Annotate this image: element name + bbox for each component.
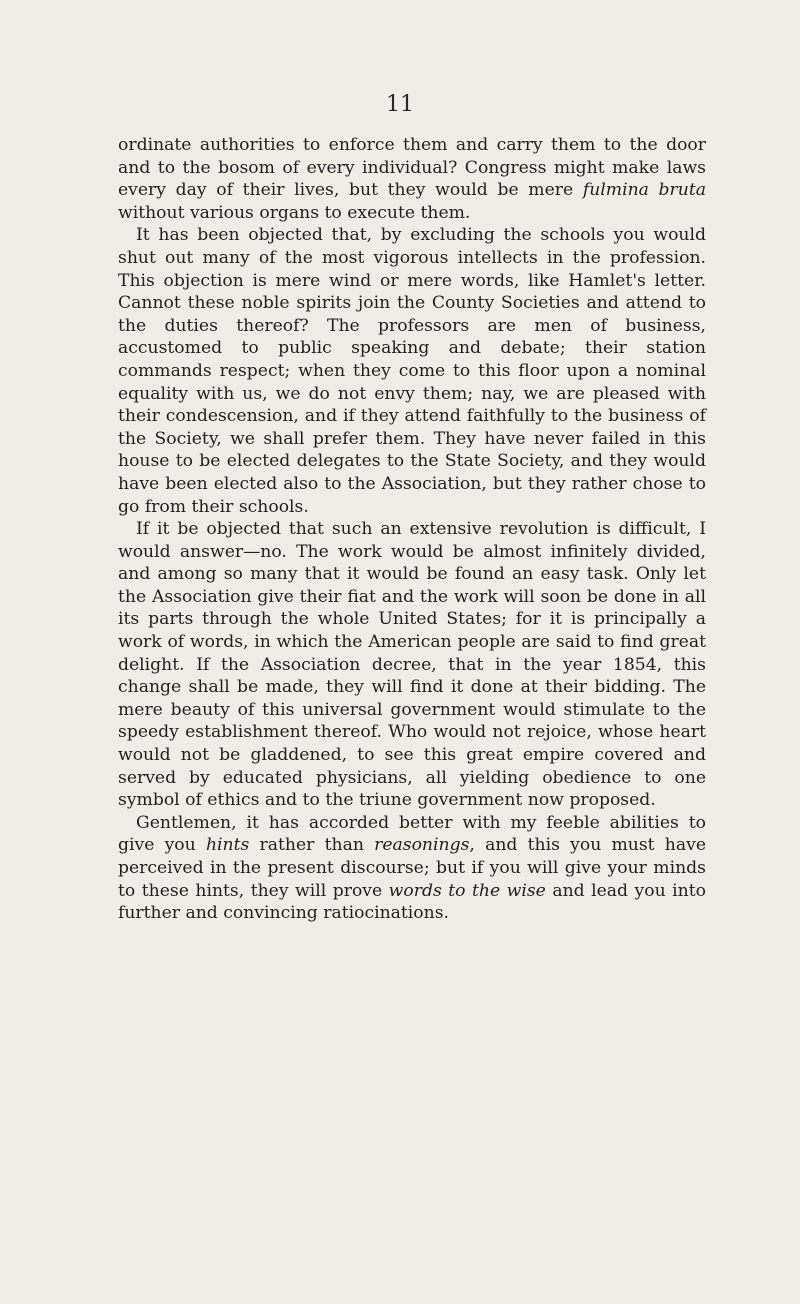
paragraph-text: If it be objected that such an extensive revolution is difficult, I would answer—no. The work would be almost infinitely divided, and among so many that it would be found an easy task. Only let the Association give their fiat and the work will soon be done in all its parts through the whole United States; for it is principally a work of words, in which the American people are said to find great delight. If the Association decree, that in the year 1854, this change shall be made, they will find it done at their bidding. The mere beauty of this universal government would stimulate to the speedy establishment thereof. Who would not rejoice, whose heart would not be gladdened, to see this great empire covered and served by educated physicians, all yielding obedience to one symbol of ethics and to the triune government now proposed. bbox=[118, 519, 706, 811]
paragraph-text: ordinate authorities to enforce them and carry them to the door and to the bosom of every individual? Congress might make laws every day of their lives, but they would be mere bbox=[118, 135, 706, 201]
paragraph-text: Gentlemen, it has accorded better with my feeble abilities to give you bbox=[118, 812, 706, 856]
body-text bbox=[118, 134, 706, 925]
paragraph-text: rather than bbox=[249, 835, 375, 856]
paragraph-text: and lead you into further and convincing ratiocinations. bbox=[118, 880, 706, 924]
page-number: 11 bbox=[386, 92, 414, 117]
paragraph bbox=[118, 812, 706, 925]
italic-phrase: reasonings bbox=[374, 835, 470, 856]
italic-phrase: words to the wise bbox=[388, 880, 546, 901]
italic-phrase: hints bbox=[205, 835, 250, 856]
paragraph-text: It has been objected that, by excluding the schools you would shut out many of the most vigorous intellects in the profession. This objection is mere wind or mere words, like Hamlet's letter. Cannot these noble spirits join the County Societies and attend to the duties thereof? The professors are men of business, accustomed to public speaking and debate; their station commands respect; when they come to this floor upon a nominal equality with us, we do not envy them; nay, we are pleased with their condescension, and if they attend faithfully to the business of the Society, we shall prefer them. They have never failed in this house to be elected delegates to the State Society, and they would have been elected also to the Association, but they rather chose to go from their schools. bbox=[118, 225, 706, 517]
paragraph-text: without various organs to execute them. bbox=[118, 202, 471, 223]
italic-phrase: fulmina bruta bbox=[582, 180, 706, 201]
paragraph bbox=[118, 224, 706, 518]
paragraph-text: , and this you must have perceived in the present discourse; but if you will give your minds to these hints, they will prove bbox=[118, 835, 706, 901]
paragraph bbox=[118, 134, 706, 224]
paragraph bbox=[118, 518, 706, 812]
